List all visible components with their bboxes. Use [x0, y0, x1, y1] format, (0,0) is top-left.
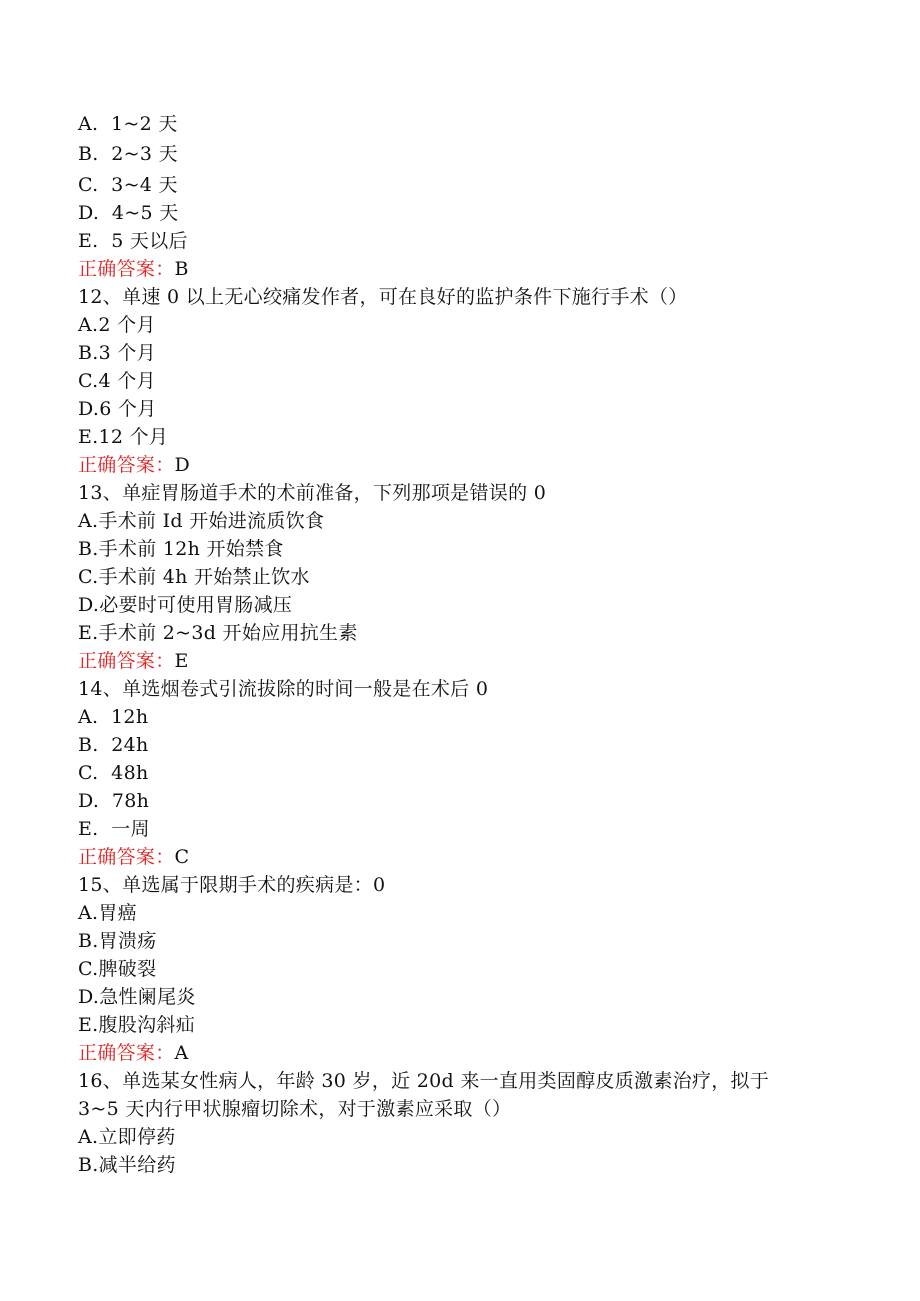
answer-line [78, 257, 189, 281]
option-text: A.立即停药 [78, 1126, 176, 1148]
question-text: 12、单速 0 以上无心绞痛发作者，可在良好的监护条件下施行手术（） [78, 286, 688, 308]
option-text: E.手术前 2~3d 开始应用抗生素 [78, 622, 358, 644]
question-text: 3~5 天内行甲状腺瘤切除术，对于激素应采取（） [78, 1098, 512, 1120]
option-text: C. 48h [78, 762, 149, 784]
answer-label: 正确答案： [78, 454, 175, 476]
question-text: 16、单选某女性病人，年龄 30 岁，近 20d 来一直用类固醇皮质激素治疗，拟于 [78, 1070, 770, 1092]
option-text: A.2 个月 [78, 314, 156, 336]
option-text: C.脾破裂 [78, 958, 157, 980]
option-text: B. 2~3 天 [78, 143, 178, 165]
question-text: 15、单选属于限期手术的疾病是：0 [78, 874, 386, 896]
option-text: A. 1~2 天 [78, 113, 178, 135]
answer-label: 正确答案： [78, 1042, 175, 1064]
answer-value: A [174, 1042, 189, 1064]
answer-value: E [174, 650, 189, 672]
answer-line [78, 649, 189, 673]
option-text: A.胃癌 [78, 902, 137, 924]
option-text: C. 3~4 天 [78, 174, 178, 196]
answer-line [78, 453, 190, 477]
answer-value: B [174, 258, 189, 280]
option-text: C.4 个月 [78, 370, 156, 392]
option-text: D.急性阑尾炎 [78, 986, 196, 1008]
option-text: D. 78h [78, 790, 150, 812]
option-text: D. 4~5 天 [78, 202, 179, 224]
answer-value: D [174, 454, 191, 476]
option-text: B.胃溃疡 [78, 930, 157, 952]
answer-line [78, 1041, 189, 1065]
option-text: E.腹股沟斜疝 [78, 1014, 196, 1036]
option-text: E. 一周 [78, 818, 150, 840]
option-text: B.减半给药 [78, 1154, 176, 1176]
answer-label: 正确答案： [78, 846, 175, 868]
option-text: D.必要时可使用胃肠减压 [78, 594, 293, 616]
option-text: B.3 个月 [78, 342, 156, 364]
answer-line [78, 845, 189, 869]
option-text: A.手术前 Id 开始进流质饮食 [78, 510, 325, 532]
answer-value: C [174, 846, 190, 868]
option-text: B. 24h [78, 734, 149, 756]
option-text: E.12 个月 [78, 426, 169, 448]
answer-label: 正确答案： [78, 258, 175, 280]
option-text: E. 5 天以后 [78, 230, 188, 252]
question-text: 13、单症胃肠道手术的术前准备，下列那项是错误的 0 [78, 482, 547, 504]
option-text: B.手术前 12h 开始禁食 [78, 538, 284, 560]
option-text: A. 12h [78, 706, 149, 728]
option-text: D.6 个月 [78, 398, 157, 420]
option-text: C.手术前 4h 开始禁止饮水 [78, 566, 310, 588]
question-text: 14、单选烟卷式引流拔除的时间一般是在术后 0 [78, 678, 489, 700]
answer-label: 正确答案： [78, 650, 175, 672]
